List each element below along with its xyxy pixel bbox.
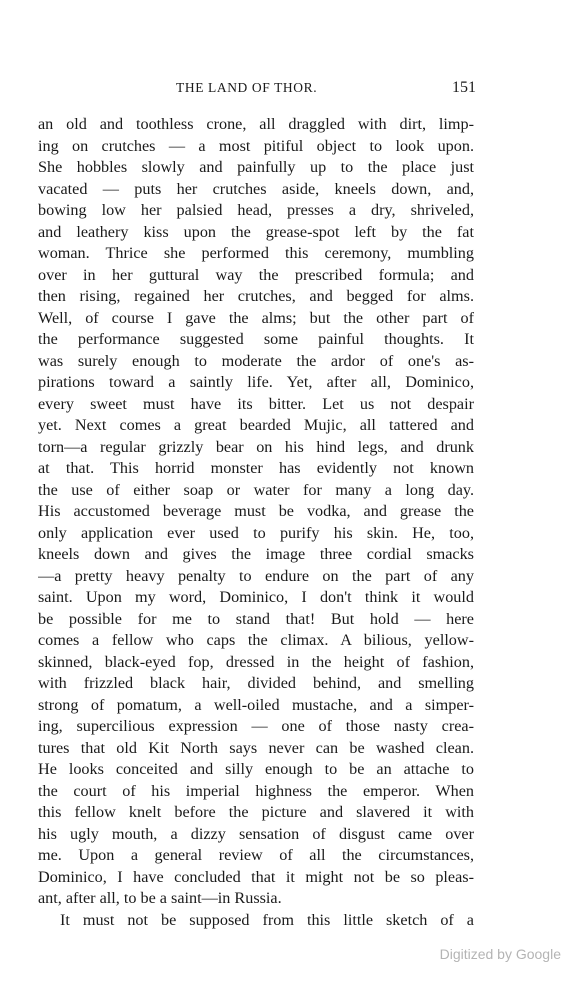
- text-line: tures that old Kit North says never can be washed clean.: [38, 738, 474, 757]
- text-line: comes a fellow who caps the climax. A bilious, yellow-: [38, 631, 474, 649]
- text-line: an old and toothless crone, all draggled with dirt, limp-: [38, 115, 474, 133]
- text-line: bowing low her palsied head, presses a dry, shriveled,: [38, 201, 474, 219]
- page-number: 151: [452, 79, 476, 96]
- running-head: [36, 80, 476, 100]
- text-line: ing, supercilious expression — one of those nasty crea-: [38, 717, 474, 735]
- text-line: yet. Next comes a great bearded Mujic, all tattered and: [38, 416, 474, 434]
- text-line: He looks conceited and silly enough to be an attache to: [38, 760, 474, 778]
- text-line: kneels down and gives the image three cordial smacks: [38, 545, 474, 563]
- text-line: torn—a regular grizzly bear on his hind legs, and drunk: [38, 437, 474, 456]
- text-line: his ugly mouth, a dizzy sensation of disgust came over: [38, 824, 474, 843]
- text-line: the use of either soap or water for many a long day.: [38, 480, 474, 499]
- text-line: saint. Upon my word, Dominico, I don't think it would: [38, 588, 474, 606]
- text-line: skinned, black-eyed fop, dressed in the height of fashion,: [38, 652, 474, 671]
- text-line: was surely enough to moderate the ardor of one's as-: [38, 351, 474, 370]
- text-line: only application ever used to purify his skin. He, too,: [38, 523, 474, 542]
- text-line: this fellow knelt before the picture and slavered it with: [38, 803, 474, 821]
- paragraph-end-line: ant, after all, to be a saint—in Russia.: [38, 889, 282, 907]
- text-line: then rising, regained her crutches, and begged for alms.: [38, 287, 474, 305]
- text-line: pirations toward a saintly life. Yet, after all, Dominico,: [38, 373, 474, 391]
- text-line: over in her guttural way the prescribed formula; and: [38, 265, 474, 284]
- text-line: and leathery kiss upon the grease-spot left by the fat: [38, 222, 474, 241]
- text-line: woman. Thrice she performed this ceremony, mumbling: [38, 244, 474, 262]
- running-title: THE LAND OF THOR.: [176, 80, 318, 95]
- text-line: strong of pomatum, a well-oiled mustache, and a simper-: [38, 695, 474, 714]
- text-line: be possible for me to stand that! But hold — here: [38, 609, 474, 628]
- text-line: ing on crutches — a most pitiful object to look upon.: [38, 136, 474, 155]
- text-line: with frizzled black hair, divided behind, and smelling: [38, 674, 474, 692]
- text-line: vacated — puts her crutches aside, kneels down, and,: [38, 179, 474, 198]
- text-line: His accustomed beverage must be vodka, and grease the: [38, 502, 474, 520]
- text-line: me. Upon a general review of all the circumstances,: [38, 846, 474, 864]
- text-line: the performance suggested some painful thoughts. It: [38, 330, 474, 348]
- text-line: every sweet must have its bitter. Let us not despair: [38, 394, 474, 413]
- text-line: Dominico, I have concluded that it might not be so pleas-: [38, 867, 474, 886]
- text-line: Well, of course I gave the alms; but the other part of: [38, 308, 474, 327]
- paragraph-first-line: It must not be supposed from this little sketch of a: [60, 910, 474, 929]
- text-line: —a pretty heavy penalty to endure on the part of any: [38, 566, 474, 585]
- digitization-watermark: Digitized by Google: [439, 946, 561, 962]
- body-text: [38, 114, 474, 931]
- text-line: the court of his imperial highness the emperor. When: [38, 781, 474, 800]
- text-line: at that. This horrid monster has evidently not known: [38, 459, 474, 477]
- text-line: She hobbles slowly and painfully up to the place just: [38, 158, 474, 176]
